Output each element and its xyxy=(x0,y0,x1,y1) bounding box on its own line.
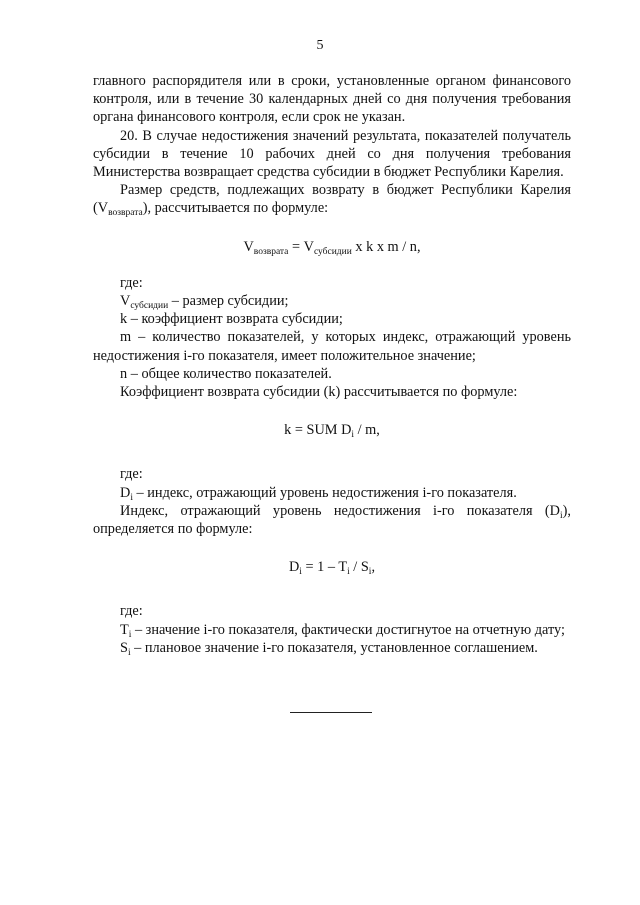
text-segment: Индекс, отражающий уровень недостижения i-го показателя (D xyxy=(120,502,561,519)
subscript: возврата xyxy=(108,208,143,219)
text-segment: Размер средств, подлежащих возврату в бюджет Республики Карелия (V xyxy=(93,182,571,217)
paragraph-coefficient: Коэффициент возврата субсидии (k) рассчитывается по формуле: xyxy=(120,384,518,401)
definition-s xyxy=(93,639,571,657)
definition-d xyxy=(93,484,571,502)
subscript: возврата xyxy=(253,246,289,257)
text-segment: ), определяется по формуле: xyxy=(93,502,571,538)
formula-index xyxy=(93,558,571,576)
formula-part: V xyxy=(243,238,254,255)
where-label: где: xyxy=(120,603,143,620)
page-number: 5 xyxy=(316,38,324,53)
document-body xyxy=(93,72,571,657)
subscript: субсидии xyxy=(130,301,169,312)
definition-t xyxy=(93,621,571,639)
closing-rule xyxy=(290,712,372,713)
where-label: где: xyxy=(120,466,143,483)
text-segment: D xyxy=(120,484,131,501)
definition-m: m – количество показателей, у которых индекс, отражающий уровень недостижения i-го показателя, имеет положительное значение; xyxy=(93,329,571,364)
formula-coefficient xyxy=(93,421,571,439)
formula-part: = 1 – T xyxy=(301,559,348,576)
text-segment: – индекс, отражающий уровень недостижения i-го показателя. xyxy=(132,484,517,501)
text-segment: – значение i-го показателя, фактически достигнутое на отчетную дату; xyxy=(131,621,565,638)
text-segment: S xyxy=(120,639,128,656)
subscript: i xyxy=(368,567,372,578)
paragraph-index xyxy=(93,502,571,538)
formula-part: / S xyxy=(349,559,369,576)
paragraph-20: 20. В случае недостижения значений результата, показателей получатель субсидии в течение 10 рабочих дней со дня получения требования Министерства возвращает средства субсидии в бюджет Республики Карелия. xyxy=(93,127,571,181)
definition-k: k – коэффициент возврата субсидии; xyxy=(120,311,343,328)
definition-v xyxy=(93,292,571,310)
formula-refund xyxy=(93,238,571,256)
formula-part: , xyxy=(371,559,376,576)
paragraph-intro: главного распорядителя или в сроки, установленные органом финансового контроля, или в течение 30 календарных дней со дня получения требования органа финансового контроля, если срок не указан. xyxy=(93,73,571,126)
formula-part: / m, xyxy=(354,422,380,439)
text-segment: T xyxy=(120,621,129,638)
subscript: i xyxy=(351,430,355,441)
subscript: субсидии xyxy=(313,246,352,257)
formula-part: D xyxy=(288,559,300,576)
text-segment: V xyxy=(120,293,131,310)
text-segment: ), рассчитывается по формуле: xyxy=(142,200,329,217)
subscript: i xyxy=(130,492,133,503)
subscript: i xyxy=(347,567,350,578)
paragraph-refund-size xyxy=(93,181,571,217)
formula-part: x k x m / n, xyxy=(351,238,421,255)
subscript: i xyxy=(128,629,132,640)
text-segment: – размер субсидии; xyxy=(168,293,289,310)
subscript: i xyxy=(299,567,302,578)
formula-part: = V xyxy=(288,238,314,255)
subscript: i xyxy=(560,510,563,521)
text-segment: – плановое значение i-го показателя, установленное соглашением. xyxy=(130,639,538,656)
formula-part: k = SUM D xyxy=(284,422,352,439)
subscript: i xyxy=(127,647,131,658)
definition-n: n – общее количество показателей. xyxy=(120,365,332,382)
where-label: где: xyxy=(120,274,143,291)
